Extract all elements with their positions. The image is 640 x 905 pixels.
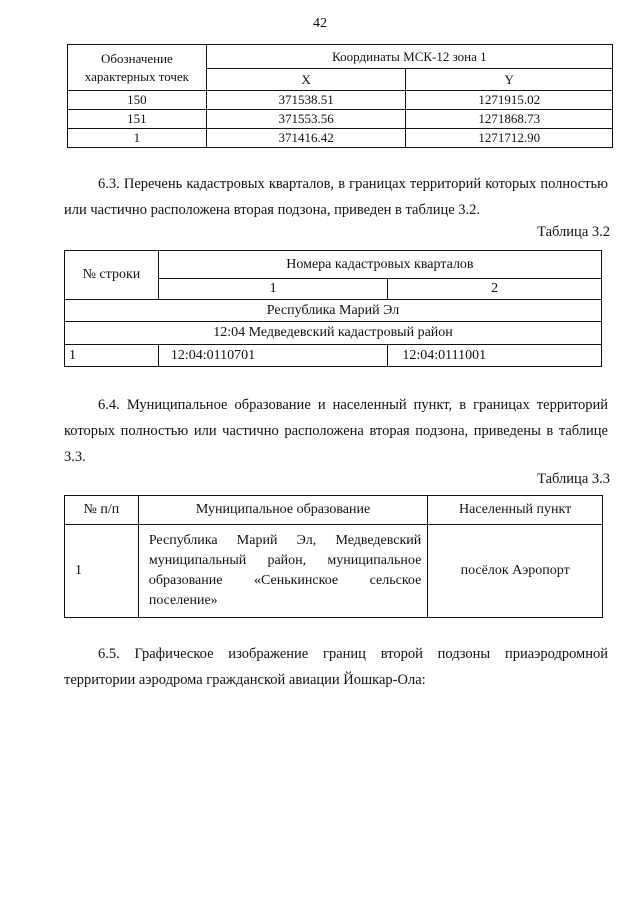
table-3-2-caption: Таблица 3.2 [537, 224, 610, 240]
point-cell: 150 [68, 91, 207, 110]
table-3-3-caption: Таблица 3.3 [537, 471, 610, 487]
quarter-cell: 12:04:0111001 [388, 345, 602, 367]
cadastral-table [64, 250, 602, 367]
row-number-cell: 1 [65, 345, 159, 367]
table-row [65, 525, 603, 618]
header-municipality: Муниципальное образование [138, 496, 427, 525]
header-num: № п/п [65, 496, 139, 525]
x-cell: 371553.56 [206, 110, 406, 129]
region-row: Республика Марий Эл [65, 300, 602, 322]
paragraph-6-4: 6.4. Муниципальное образование и населенный пункт, в границах территорий которых полностью или частично расположена вторая подзона, приведены в таблице 3.3. [64, 397, 608, 465]
y-cell: 1271868.73 [406, 110, 613, 129]
x-cell: 371416.42 [206, 129, 406, 148]
paragraph-6-5: 6.5. Графическое изображение границ второй подзоны приаэродромной территории аэродрома гражданской авиации Йошкар-Ола: [64, 646, 608, 688]
quarter-cell: 12:04:0110701 [158, 345, 388, 367]
table-row [68, 110, 613, 129]
num-cell: 1 [65, 525, 139, 618]
paragraph-6-3: 6.3. Перечень кадастровых кварталов, в границах территорий которых полностью или частично расположена вторая подзона, приведен в таблице 3.2. [64, 176, 608, 218]
header-quarters: Номера кадастровых кварталов [158, 251, 601, 279]
header-points: Обозначение характерных точек [68, 45, 207, 91]
header-x: X [206, 69, 406, 91]
municipality-table [64, 495, 603, 618]
header-coordinates: Координаты МСК-12 зона 1 [206, 45, 612, 69]
y-cell: 1271712.90 [406, 129, 613, 148]
header-row-number: № строки [65, 251, 159, 300]
table-row [68, 129, 613, 148]
header-col-1: 1 [158, 279, 388, 300]
header-settlement: Населенный пункт [428, 496, 603, 525]
municipality-cell: Республика Марий Эл, Медведевский муниципальный район, муниципальное образование «Сенькинское сельское поселение» [138, 525, 427, 618]
header-col-2: 2 [388, 279, 602, 300]
settlement-cell: посёлок Аэропорт [428, 525, 603, 618]
district-row: 12:04 Медведевский кадастровый район [65, 322, 602, 345]
point-cell: 151 [68, 110, 207, 129]
y-cell: 1271915.02 [406, 91, 613, 110]
table-row [65, 345, 602, 367]
header-y: Y [406, 69, 613, 91]
table-row [68, 91, 613, 110]
point-cell: 1 [68, 129, 207, 148]
x-cell: 371538.51 [206, 91, 406, 110]
coordinates-table [67, 44, 613, 148]
page-number: 42 [313, 16, 327, 31]
